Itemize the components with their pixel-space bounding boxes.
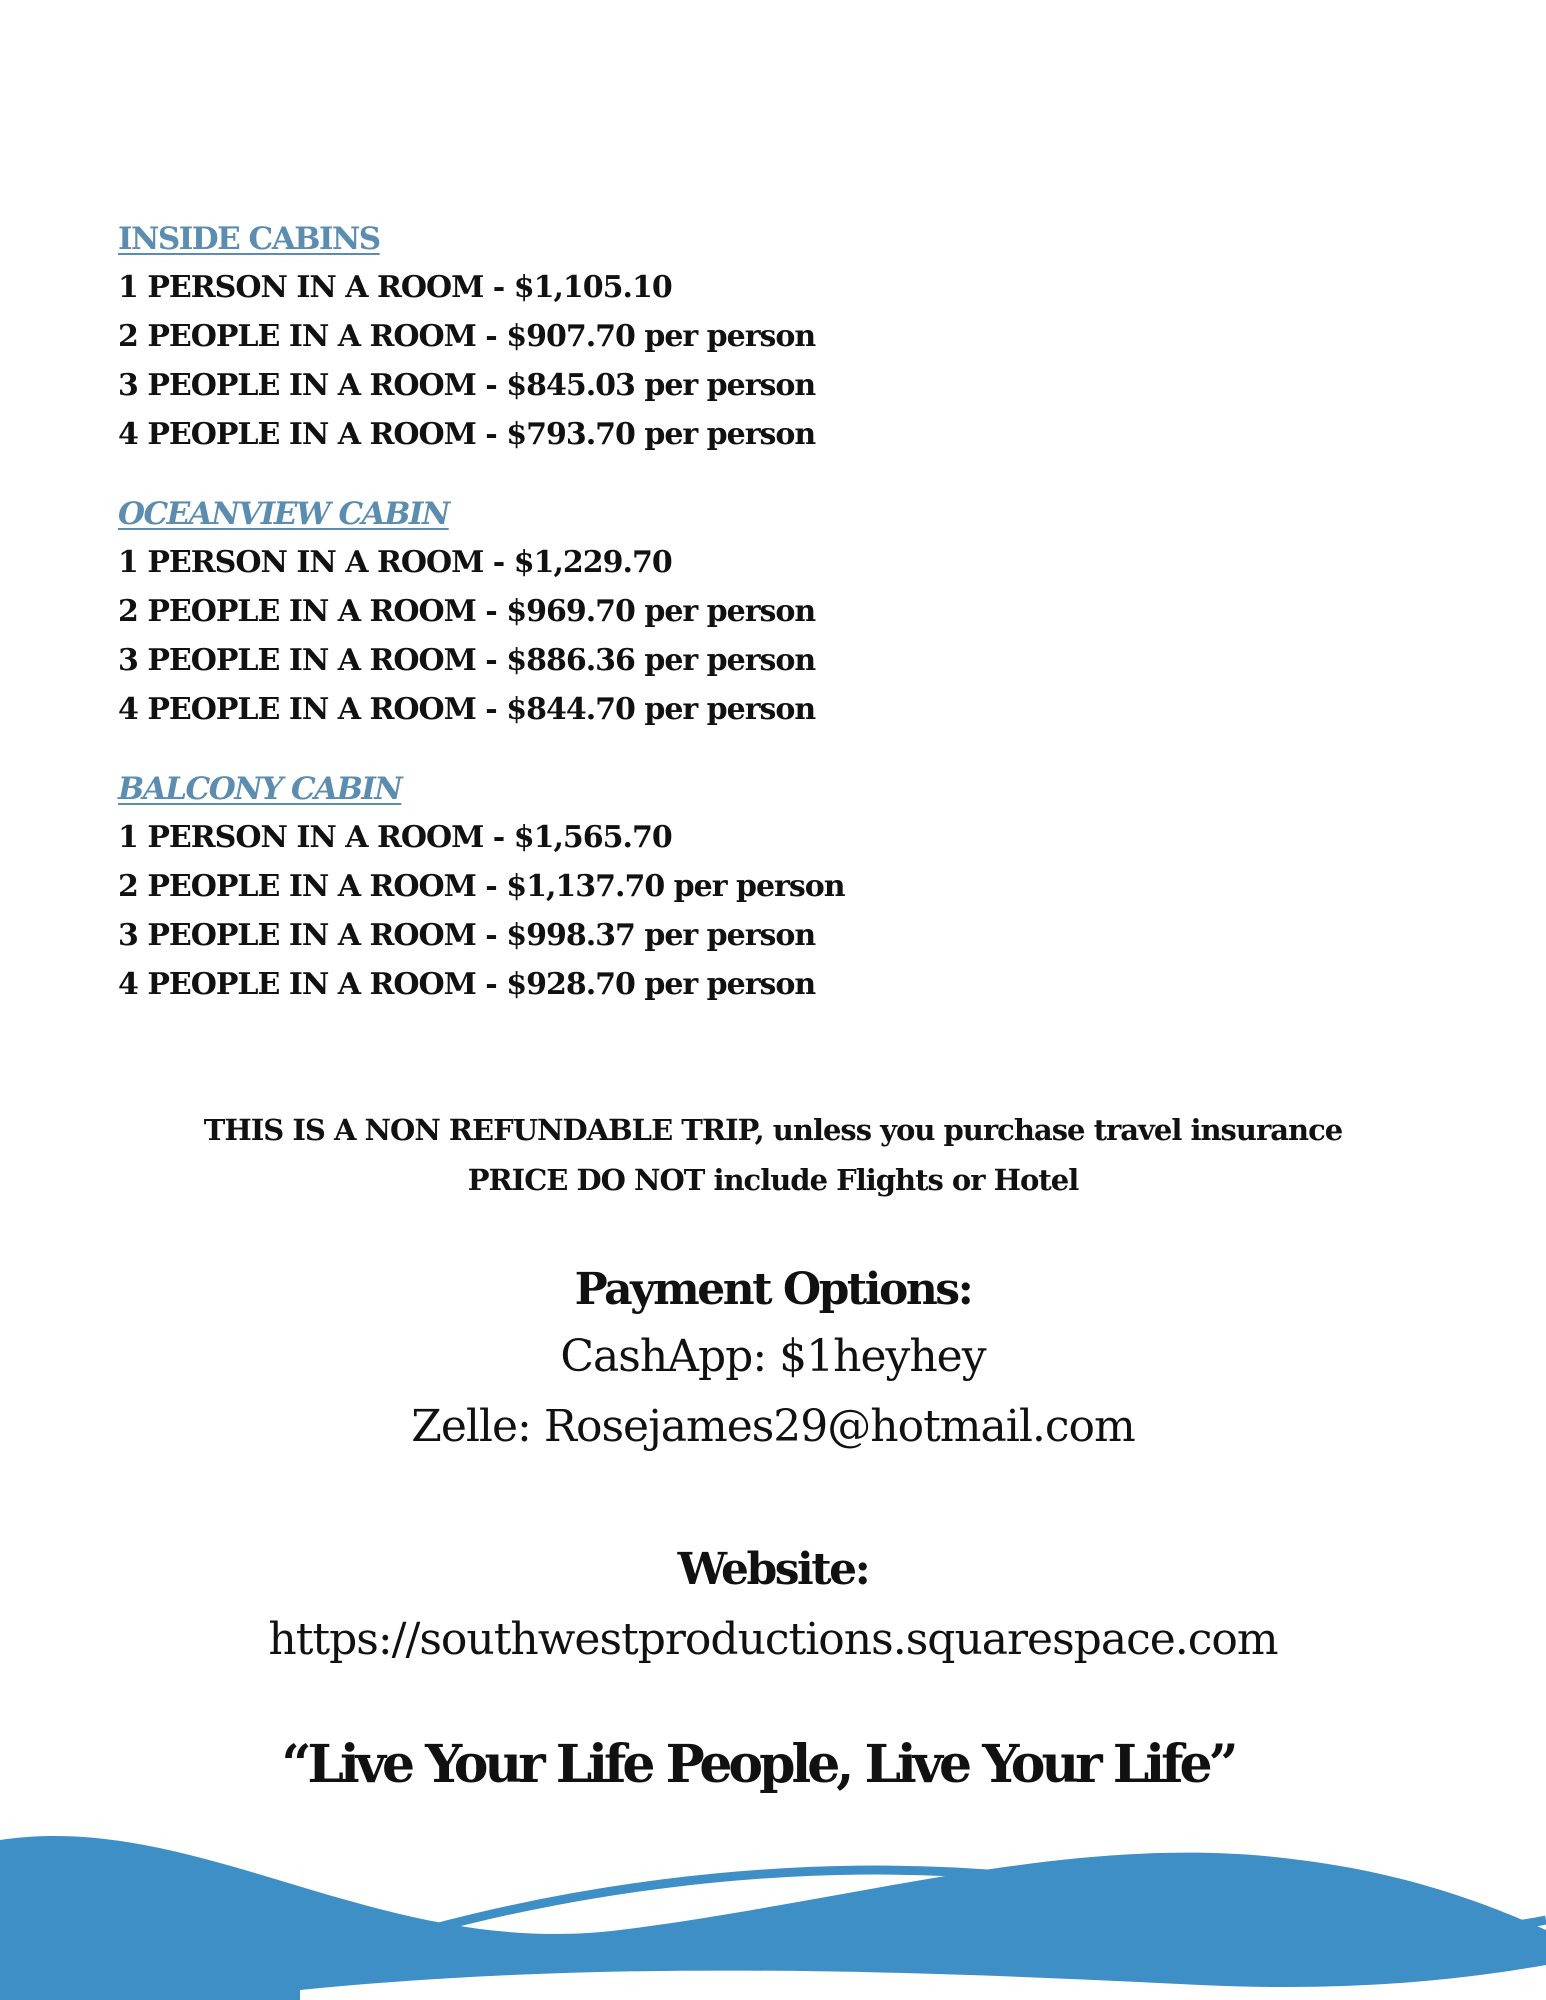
section-inside-cabins — [118, 215, 1018, 459]
wave-decoration — [0, 1780, 1546, 2000]
payment-zelle: Zelle: Rosejames29@hotmail.com — [411, 1401, 1135, 1452]
notice-line-exclusions: PRICE DO NOT include Flights or Hotel — [467, 1163, 1079, 1197]
section-title-balcony-cabin: BALCONY CABIN — [118, 771, 402, 807]
section-title-inside-cabins: INSIDE CABINS — [118, 221, 380, 257]
section-oceanview-cabin — [118, 490, 1018, 734]
price-line: 2 PEOPLE IN A ROOM - $969.70 per person — [118, 594, 816, 629]
price-line: 2 PEOPLE IN A ROOM - $907.70 per person — [118, 319, 816, 354]
payment-heading: Payment Options: — [574, 1264, 972, 1315]
section-title-oceanview-cabin: OCEANVIEW CABIN — [118, 496, 449, 532]
price-line: 2 PEOPLE IN A ROOM - $1,137.70 per person — [118, 869, 845, 904]
website-url: https://southwestproductions.squarespace.com — [268, 1614, 1278, 1665]
payment-options — [0, 1258, 1546, 1462]
price-line: 3 PEOPLE IN A ROOM - $886.36 per person — [118, 643, 816, 678]
refund-notice — [0, 1105, 1546, 1205]
pricing-list — [118, 215, 1018, 1040]
price-line: 4 PEOPLE IN A ROOM - $928.70 per person — [118, 967, 816, 1002]
price-line: 3 PEOPLE IN A ROOM - $998.37 per person — [118, 918, 816, 953]
price-line: 4 PEOPLE IN A ROOM - $793.70 per person — [118, 417, 816, 452]
price-line: 1 PERSON IN A ROOM - $1,229.70 — [118, 545, 672, 580]
payment-cashapp: CashApp: $1heyhey — [560, 1331, 986, 1382]
price-line: 1 PERSON IN A ROOM - $1,565.70 — [118, 820, 672, 855]
price-line: 1 PERSON IN A ROOM - $1,105.10 — [118, 270, 672, 305]
slogan: “Live Your Life People, Live Your Life” — [281, 1734, 1235, 1795]
website-block — [0, 1538, 1546, 1678]
section-balcony-cabin — [118, 765, 1018, 1009]
website-heading: Website: — [677, 1544, 869, 1595]
price-line: 4 PEOPLE IN A ROOM - $844.70 per person — [118, 692, 816, 727]
price-line: 3 PEOPLE IN A ROOM - $845.03 per person — [118, 368, 816, 403]
notice-line-refund: THIS IS A NON REFUNDABLE TRIP, unless you purchase travel insurance — [203, 1113, 1343, 1147]
